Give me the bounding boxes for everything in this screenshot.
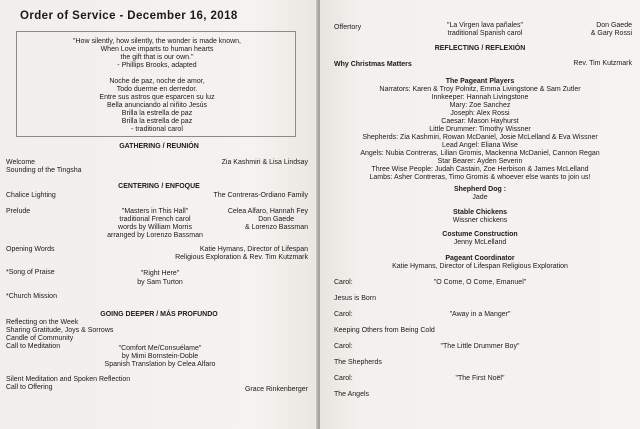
- offertory-piece-desc: traditional Spanish carol: [447, 30, 523, 37]
- coordinator-name: Katie Hymans, Director of Lifespan Religious Exploration: [392, 263, 568, 270]
- quote-attribution-es: - traditional carol: [131, 126, 183, 133]
- quote-attribution: - Phillips Brooks, adapted: [117, 62, 197, 69]
- opening-words-leader: Katie Hymans, Director of Lifespan: [199, 246, 308, 253]
- costume-heading: Costume Construction: [442, 231, 518, 238]
- order-of-service-title: Order of Service - December 16, 2018: [20, 10, 238, 22]
- chalice-label: Chalice Lighting: [6, 192, 56, 199]
- prelude-performers: Celea Alfaro, Hannah Fey: [227, 208, 308, 215]
- opening-quote-box: [16, 31, 296, 137]
- cast-line: Lambs: Asher Contreras, Timo Gromis & whoever else wants to join us!: [369, 174, 591, 181]
- prelude-performer: & Lorenzo Bassman: [244, 224, 308, 231]
- welcome-leaders: Zia Kashmiri & Lisa Lindsay: [221, 159, 308, 166]
- pageant-players-heading: The Pageant Players: [445, 78, 515, 85]
- scene-label: Keeping Others from Being Cold: [334, 327, 435, 334]
- quote-line: When Love imparts to human hearts: [100, 46, 214, 53]
- why-christmas-speaker: Rev. Tim Kutzmark: [573, 60, 632, 67]
- carol-label: Carol:: [334, 343, 353, 350]
- candle-label: Candle of Community: [6, 335, 74, 342]
- meditation-song-title: "Comfort Me/Consuélame": [118, 345, 202, 352]
- reflecting-label: Reflecting on the Week: [6, 319, 79, 326]
- right-page: [320, 0, 640, 429]
- scene-label: The Shepherds: [334, 359, 382, 366]
- silent-meditation-label: Silent Meditation and Spoken Reflection: [6, 376, 131, 383]
- prelude-label: Prelude: [6, 208, 31, 215]
- cast-line: Lead Angel: Eliana Wise: [442, 142, 518, 149]
- cast-line: Mary: Zoe Sanchez: [449, 102, 511, 109]
- carol-title: "O Come, O Come, Emanuel": [433, 279, 527, 286]
- meditation-song-composer: by Mimi Bornstein-Doble: [121, 353, 199, 360]
- prelude-performer: Don Gaede: [258, 216, 294, 223]
- cast-line: Joseph: Alex Rossi: [450, 110, 510, 117]
- section-centering: CENTERING / ENFOQUE: [118, 183, 200, 190]
- quote-line: the gift that is our own.": [120, 54, 194, 61]
- cast-line: Narrators: Karen & Troy Polnitz, Emma Livingstone & Sam Zutler: [379, 86, 581, 93]
- cast-line: Angels: Nubia Contreras, Lilian Gromis, Mackenna McDaniel, Cannon Regan: [360, 150, 600, 157]
- carol-label: Carol:: [334, 311, 353, 318]
- scene-label: Jesus is Born: [334, 295, 377, 302]
- song-title: "Right Here": [140, 270, 180, 277]
- offertory-performer: & Gary Rossi: [590, 30, 632, 37]
- carol-label: Carol:: [334, 375, 353, 382]
- song-of-praise-label: *Song of Praise: [6, 269, 55, 276]
- section-going-deeper: GOING DEEPER / MÁS PROFUNDO: [100, 311, 218, 318]
- prelude-piece-line: traditional French carol: [119, 216, 191, 223]
- stable-chickens-heading: Stable Chickens: [452, 209, 508, 216]
- opening-words-leader-line: Religious Exploration & Rev. Tim Kutzmark: [175, 254, 308, 261]
- shepherd-dog-heading: Shepherd Dog :: [453, 186, 507, 193]
- carol-label: Carol:: [334, 279, 353, 286]
- opening-words-label: Opening Words: [6, 246, 55, 253]
- quote-line-es: Brilla la estrella de paz: [121, 118, 193, 125]
- carol-title: "The First Noël": [455, 375, 505, 382]
- prelude-piece-line: arranged by Lorenzo Bassman: [107, 232, 203, 239]
- cast-line: Little Drummer: Timothy Wissner: [429, 126, 531, 133]
- prelude-piece: "Masters in This Hall": [121, 208, 189, 215]
- meditation-call-label: Call to Meditation: [6, 343, 61, 350]
- why-christmas-label: Why Christmas Matters: [334, 61, 412, 68]
- quote-line-es: Bella anunciando al niñito Jesús: [106, 102, 207, 109]
- cast-line: Star Bearer: Ayden Severin: [437, 158, 523, 165]
- offertory-piece: "La Virgen lava pañales": [446, 22, 524, 29]
- offertory-performer: Don Gaede: [596, 22, 632, 29]
- cast-line: Three Wise People: Judah Castain, Zoe Herbison & James McLelland: [371, 166, 589, 173]
- offertory-label: Offertory: [334, 24, 362, 31]
- left-page: [0, 0, 318, 429]
- quote-line-es: Noche de paz, noche de amor,: [109, 78, 205, 85]
- sharing-label: Sharing Gratitude, Joys & Sorrows: [6, 327, 114, 334]
- quote-line: "How silently, how silently, the wonder is made known,: [73, 38, 241, 45]
- tingsha-label: Sounding of the Tingsha: [6, 167, 82, 174]
- quote-line-es: Entre sus astros que esparcen su luz: [99, 94, 215, 101]
- section-reflecting: REFLECTING / REFLEXIÓN: [434, 45, 526, 52]
- quote-line-es: Brilla la estrella de paz: [121, 110, 193, 117]
- cast-line: Caesar: Mason Hayhurst: [441, 118, 519, 125]
- welcome-label: Welcome: [6, 159, 36, 166]
- prelude-piece-line: words by William Morris: [118, 224, 192, 231]
- cast-line: Innkeeper: Hannah Livingstone: [431, 94, 529, 101]
- song-composer: by Sam Turton: [137, 279, 183, 286]
- quote-line-es: Todo duerme en derredor.: [116, 86, 198, 93]
- call-to-offering-label: Call to Offering: [6, 384, 53, 391]
- meditation-song-translator: Spanish Translation by Celea Alfaro: [104, 361, 216, 368]
- carol-title: "Away in a Manger": [449, 311, 511, 318]
- section-gathering: GATHERING / REUNIÓN: [119, 143, 199, 150]
- chalice-family: The Contreras-Ordiano Family: [213, 192, 308, 199]
- offering-caller: Grace Rinkenberger: [244, 386, 308, 393]
- costume-name: Jenny McLelland: [453, 239, 507, 246]
- carol-title: "The Little Drummer Boy": [440, 343, 520, 350]
- scene-label: The Angels: [334, 391, 370, 398]
- church-mission-label: *Church Mission: [6, 293, 57, 300]
- stable-chickens-name: Wissner chickens: [452, 217, 508, 224]
- coordinator-heading: Pageant Coordinator: [445, 255, 515, 262]
- shepherd-dog-name: Jade: [472, 194, 488, 201]
- cast-line: Shepherds: Zia Kashmiri, Rowan McDaniel, Josie McLelland & Eva Wissner: [362, 134, 598, 141]
